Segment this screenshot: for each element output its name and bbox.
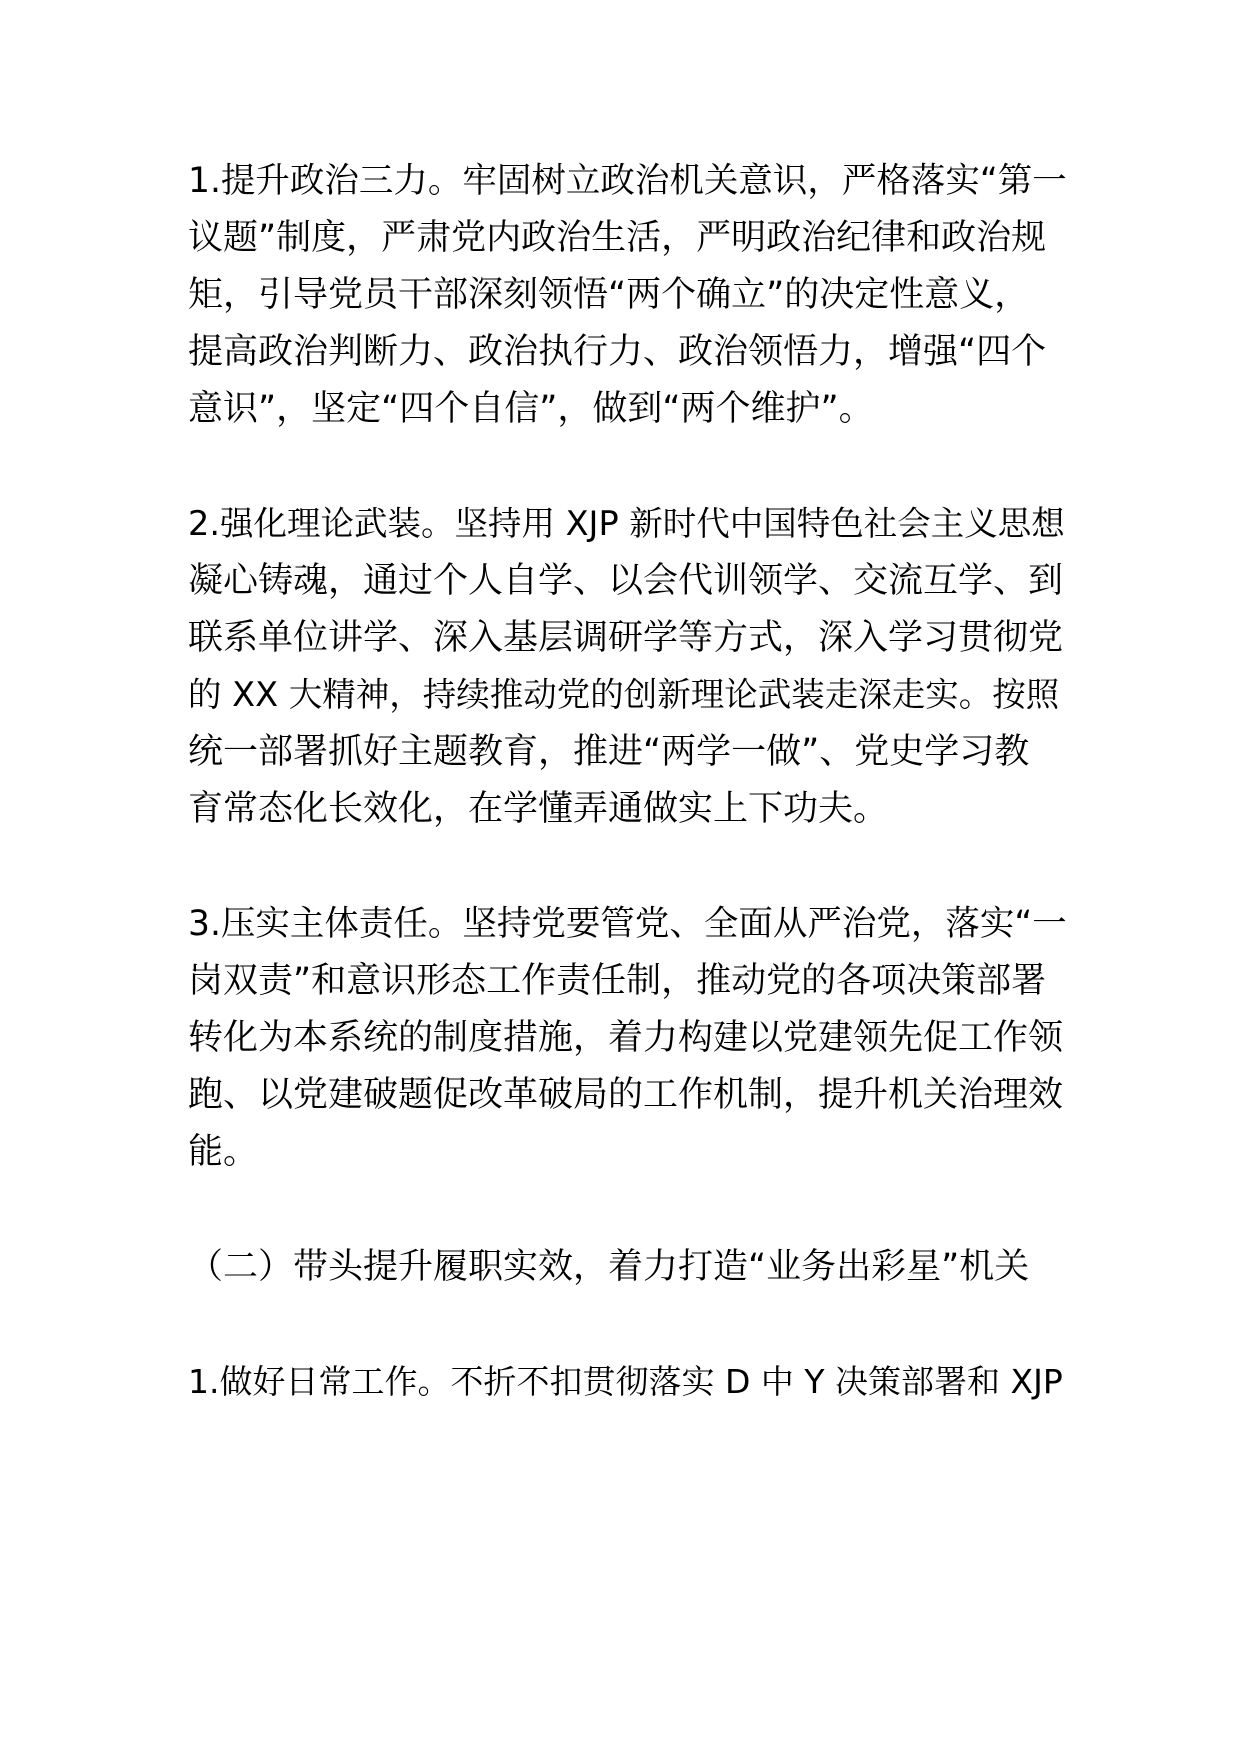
text-line: 联系单位讲学、深入基层调研学等方式，深入学习贯彻党 (188, 618, 1064, 658)
text-line: 2.强化理论武装。坚持用 XJP 新时代中国特色社会主义思想 (188, 504, 1065, 543)
text-line: 提高政治判断力、政治执行力、政治领悟力，增强“四个 (188, 332, 1047, 372)
text-line: 凝心铸魂，通过个人自学、以会代训领学、交流互学、到 (188, 561, 1064, 601)
text-line: 跑、以党建破题促改革破局的工作机制，提升机关治理效 (188, 1075, 1064, 1115)
heading-line: （二）带头提升履职实效，着力打造“业务出彩星”机关 (188, 1247, 1030, 1287)
text-line: 能。 (188, 1132, 259, 1172)
text-line: 议题”制度，严肃党内政治生活，严明政治纪律和政治规 (188, 218, 1047, 258)
text-line: 统一部署抓好主题教育，推进“两学一做”、党史学习教 (188, 732, 1030, 772)
text-line: 育常态化长效化，在学懂弄通做实上下功夫。 (188, 789, 889, 829)
text-line: 转化为本系统的制度措施，着力构建以党建领先促工作领 (188, 1018, 1064, 1058)
text-line: 岗双责”和意识形态工作责任制，推动党的各项决策部署 (188, 961, 1047, 1001)
text-line: 意识”，坚定“四个自信”，做到“两个维护”。 (188, 389, 874, 429)
text-line: 3.压实主体责任。坚持党要管党、全面从严治党，落实“一 (188, 904, 1067, 944)
text-line: 1.提升政治三力。牢固树立政治机关意识，严格落实“第一 (188, 161, 1067, 201)
text-line: 矩，引导党员干部深刻领悟“两个确立”的决定性意义， (188, 275, 1030, 315)
text-line: 1.做好日常工作。不折不扣贯彻落实 D 中 Y 决策部署和 XJP (188, 1362, 1063, 1401)
text-line: 的 XX 大精神，持续推动党的创新理论武装走深走实。按照 (188, 675, 1060, 714)
